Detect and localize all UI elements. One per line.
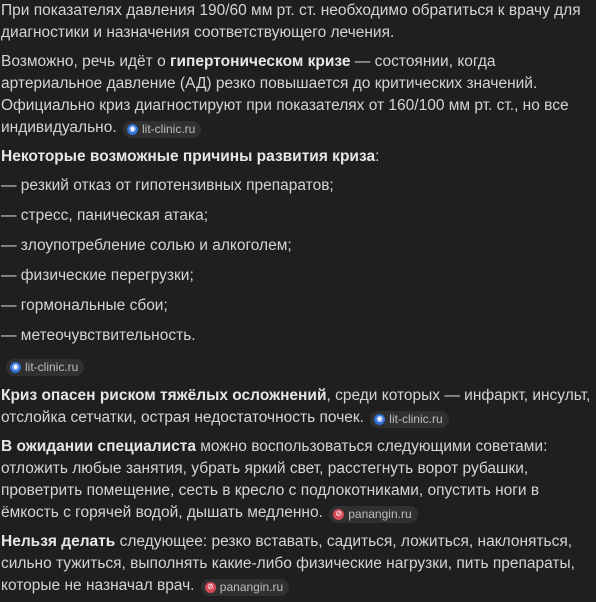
danger-text: , среди которых — инфаркт, инсульт, отслойка сетчатки, острая недостаточность почек. (1, 387, 591, 426)
waiting-bold: В ожидании специалиста (1, 438, 196, 455)
list-item: — злоупотребление солью и алкоголем; (1, 237, 292, 254)
source-label: lit-clinic.ru (141, 121, 196, 136)
list-item: — гормональные сбои; (1, 297, 168, 314)
list-item: — метеочувствительность. (1, 327, 196, 344)
danger-bold: Криз опасен риском тяжёлых осложнений (1, 387, 327, 404)
danger-paragraph (1, 385, 596, 429)
source-label: lit-clinic.ru (25, 359, 79, 374)
dont-text: следующее: резко вставать, садиться, ложиться, наклоняться, сильно тужиться, выполнять какие-либо физические нагрузки, пить препараты, которые не назначал врач. (1, 533, 575, 594)
source-link-lit-clinic[interactable] (123, 121, 201, 138)
causes-list (1, 175, 596, 347)
dont-bold: Нельзя делать (1, 533, 116, 550)
globe-icon: ◉ (127, 124, 138, 135)
panangin-logo-icon: ⊘ (333, 509, 344, 520)
crisis-text-post: — состоянии, когда артериальное давление (АД) резко повышается до критических значений. Официально криз диагностируют при показателях от 160/100 мм рт. ст., но все индивидуально. (1, 53, 569, 136)
source-label: panangin.ru (219, 579, 284, 594)
causes-heading-bold: Некоторые возможные причины развития криза (1, 148, 376, 165)
causes-colon: : (375, 148, 380, 165)
list-item: — физические перегрузки; (1, 267, 194, 284)
source-link-lit-clinic[interactable] (370, 411, 448, 428)
crisis-paragraph (1, 51, 596, 139)
source-link-panangin[interactable] (201, 579, 289, 596)
source-label: panangin.ru (348, 506, 412, 521)
dont-paragraph (1, 531, 596, 597)
source-label: lit-clinic.ru (389, 411, 443, 426)
globe-icon: ◉ (10, 362, 21, 373)
crisis-text-pre: Возможно, речь идёт о (1, 53, 170, 70)
waiting-text: можно воспользоваться следующими советами: отложить любые занятия, убрать яркий свет, расстегнуть ворот рубашки, проветрить помещение, сесть в кресло с подлокотниками, опустить ноги в ёмкость с горячей водой, дышать медленно. (1, 438, 548, 521)
causes-heading (1, 146, 596, 168)
intro-paragraph: При показателях давления 190/60 мм рт. ст. необходимо обратиться к врачу для диагностики и назначения соответствующего лечения. (1, 2, 581, 41)
list-item: — резкий отказ от гипотензивных препаратов; (1, 177, 334, 194)
causes-source-row (4, 355, 596, 377)
globe-icon: ◉ (374, 414, 385, 425)
source-link-panangin[interactable] (329, 506, 417, 523)
crisis-bold: гипертоническом кризе (170, 53, 351, 70)
list-item: — стресс, паническая атака; (1, 207, 209, 224)
waiting-paragraph (1, 436, 596, 524)
source-link-lit-clinic[interactable] (6, 359, 84, 376)
panangin-logo-icon: ⊘ (205, 582, 216, 593)
